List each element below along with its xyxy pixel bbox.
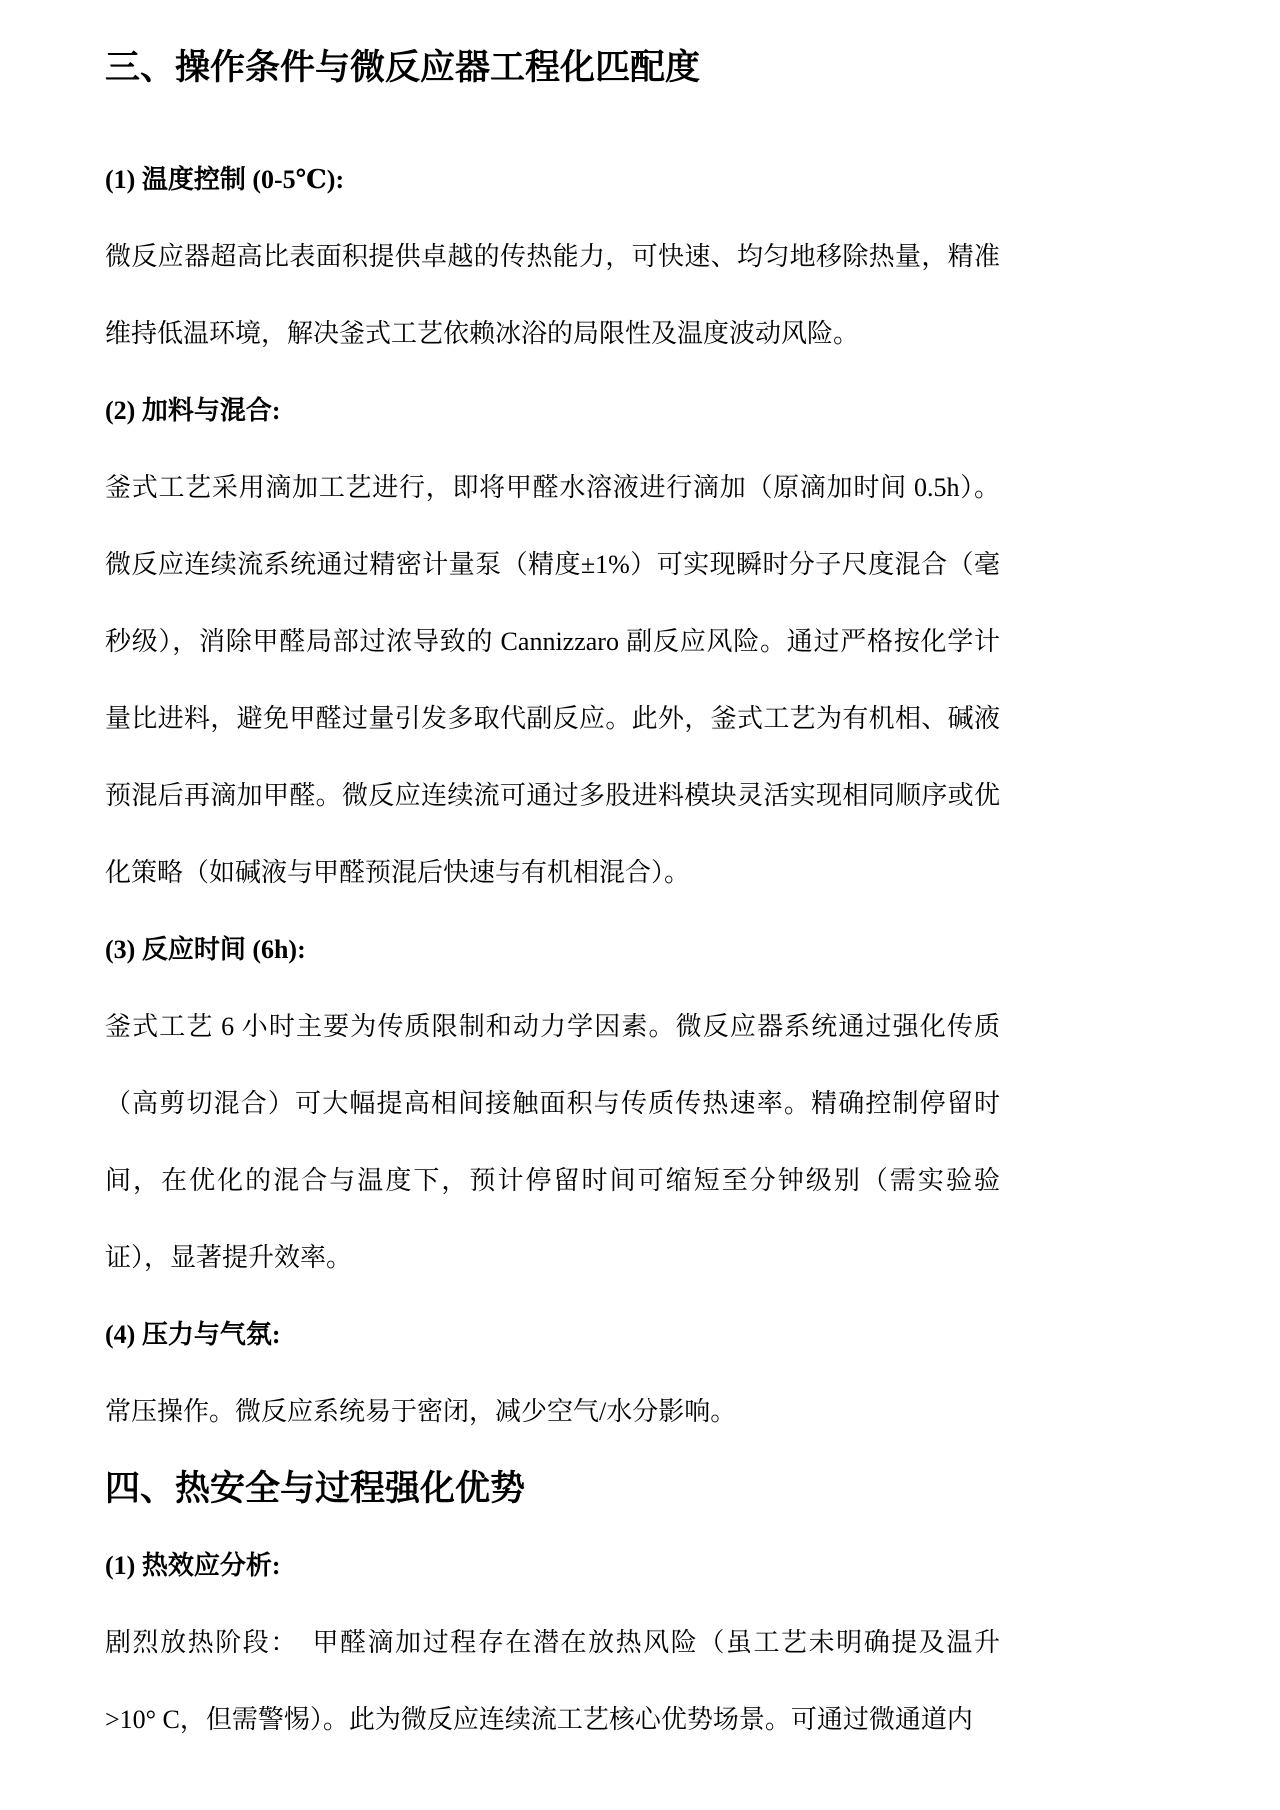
heading-pressure-atmosphere: (4) 压力与气氛: — [105, 1320, 281, 1349]
heading-thermal-effect-analysis: (1) 热效应分析: — [105, 1551, 281, 1580]
paragraph-feeding-mixing: 釜式工艺采用滴加工艺进行，即将甲醛水溶液进行滴加（原滴加时间 0.5h）。微反应连续流系统通过精密计量泵（精度±1%）可实现瞬时分子尺度混合（毫秒级），消除甲醛局部过浓导致的 Cannizzaro 副反应风险。通过严格按化学计量比进料，避免甲醛过量引发多取代副反应。此外，釜式工艺为有机相、碱液预混后再滴加甲醛。微反应连续流可通过多股进料模块灵活实现相同顺序或优化策略（如碱液与甲醛预混后快速与有机相混合）。 — [105, 473, 1000, 887]
paragraph-reaction-time: 釜式工艺 6 小时主要为传质限制和动力学因素。微反应器系统通过强化传质（高剪切混合）可大幅提高相间接触面积与传质传热速率。精确控制停留时间，在优化的混合与温度下，预计停留时间可缩短至分钟级别（需实验验证），显著提升效率。 — [105, 1012, 1000, 1272]
heading-reaction-time: (3) 反应时间 (6h): — [105, 935, 306, 964]
paragraph-thermal-effect-analysis: 剧烈放热阶段： 甲醛滴加过程存在潜在放热风险（虽工艺未明确提及温升>10° C，但需警惕）。此为微反应连续流工艺核心优势场景。可通过微通道内 — [105, 1628, 1000, 1734]
heading-temperature-control: (1) 温度控制 (0-5℃): — [105, 165, 345, 194]
section-title-operating-conditions: 三、操作条件与微反应器工程化匹配度 — [105, 48, 701, 87]
paragraph-temperature-control: 微反应器超高比表面积提供卓越的传热能力，可快速、均匀地移除热量，精准维持低温环境，解决釜式工艺依赖冰浴的局限性及温度波动风险。 — [105, 242, 1000, 348]
heading-feeding-mixing: (2) 加料与混合: — [105, 396, 281, 425]
section-title-thermal-safety: 四、热安全与过程强化优势 — [105, 1469, 526, 1508]
paragraph-pressure-atmosphere: 常压操作。微反应系统易于密闭，减少空气/水分影响。 — [105, 1397, 737, 1426]
